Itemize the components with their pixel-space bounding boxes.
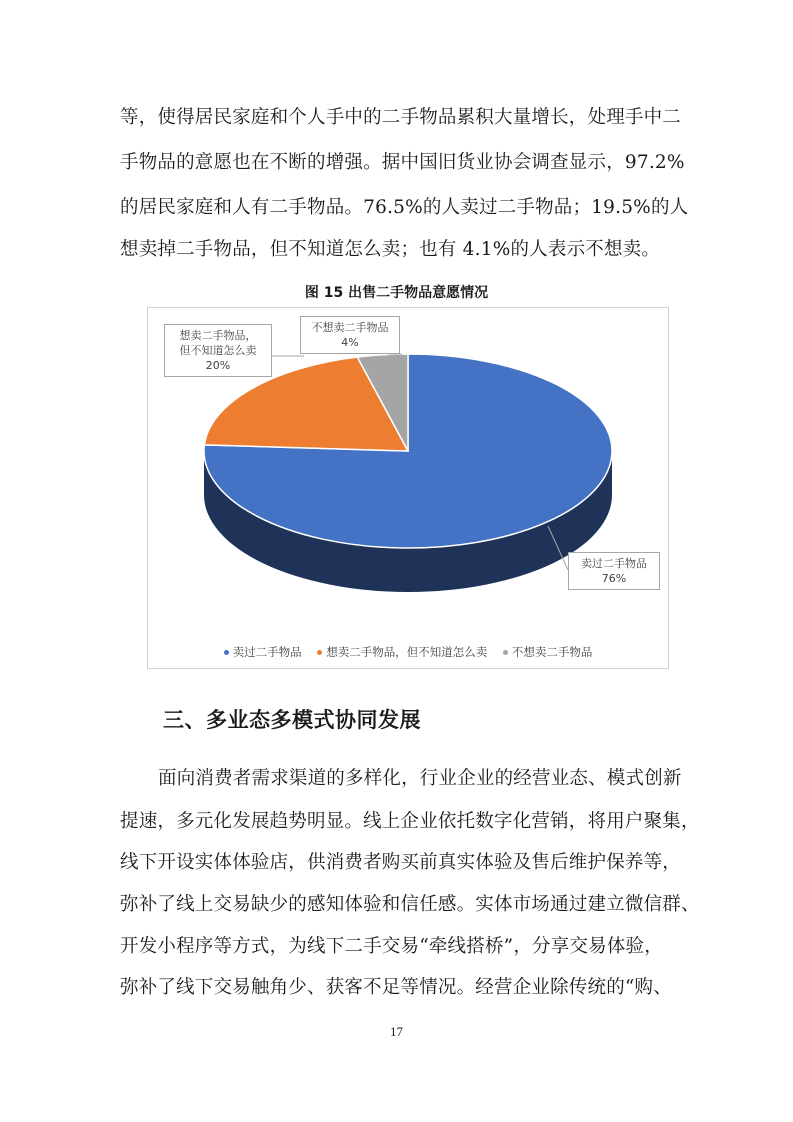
paragraph-line: 线下开设实体体验店，供消费者购买前真实体验及售后维护保养等， (120, 852, 682, 873)
callout-value: 20% (205, 359, 231, 372)
callout-line: 想卖二手物品， (179, 329, 257, 342)
paragraph-line: 弥补了线下交易触角少、获客不足等情况。经营企业除传统的“购、 (120, 977, 672, 998)
paragraph-line: 的居民家庭和人有二手物品。76.5%的人卖过二手物品；19.5%的人 (120, 197, 689, 218)
legend-item-no (503, 644, 593, 660)
callout-value: 76% (601, 572, 627, 585)
legend-marker-icon (224, 650, 229, 655)
callout-sold (568, 552, 660, 590)
legend-label: 卖过二手物品 (232, 645, 302, 659)
legend-label: 不想卖二手物品 (511, 645, 593, 659)
legend-item-sold (224, 644, 302, 660)
paragraph-line: 手物品的意愿也在不断的增强。据中国旧货业协会调查显示，97.2% (120, 152, 685, 173)
callout-line: 但不知道怎么卖 (179, 344, 257, 357)
paragraph-line: 弥补了线上交易缺少的感知体验和信任感。实体市场通过建立微信群、 (120, 894, 700, 915)
page-number: 17 (390, 1024, 403, 1039)
callout-want-to-sell (164, 324, 272, 377)
figure-caption: 图 15 出售二手物品意愿情况 (304, 285, 489, 301)
legend-marker-icon (317, 650, 322, 655)
callout-line: 不想卖二手物品 (311, 321, 389, 334)
callout-line: 卖过二手物品 (581, 557, 647, 570)
callout-not-sell (300, 316, 400, 354)
paragraph-line: 等，使得居民家庭和个人手中的二手物品累积大量增长，处理手中二 (120, 107, 682, 128)
pie-chart-frame (147, 307, 669, 669)
legend-marker-icon (503, 650, 508, 655)
paragraph-line: 想卖掉二手物品，但不知道怎么卖；也有 4.1%的人表示不想卖。 (120, 239, 661, 260)
paragraph-line: 提速，多元化发展趋势明显。线上企业依托数字化营销，将用户聚集， (120, 811, 700, 832)
chart-legend (148, 644, 668, 660)
paragraph-line: 开发小程序等方式，为线下二手交易“牵线搭桥”，分享交易体验， (120, 936, 663, 957)
legend-label: 想卖二手物品，但不知道怎么卖 (326, 645, 488, 659)
section-title: 三、多业态多模式协同发展 (163, 708, 421, 732)
callout-value: 4% (341, 336, 359, 349)
paragraph-line: 面向消费者需求渠道的多样化，行业企业的经营业态、模式创新 (158, 768, 682, 789)
legend-item-want (317, 644, 487, 660)
